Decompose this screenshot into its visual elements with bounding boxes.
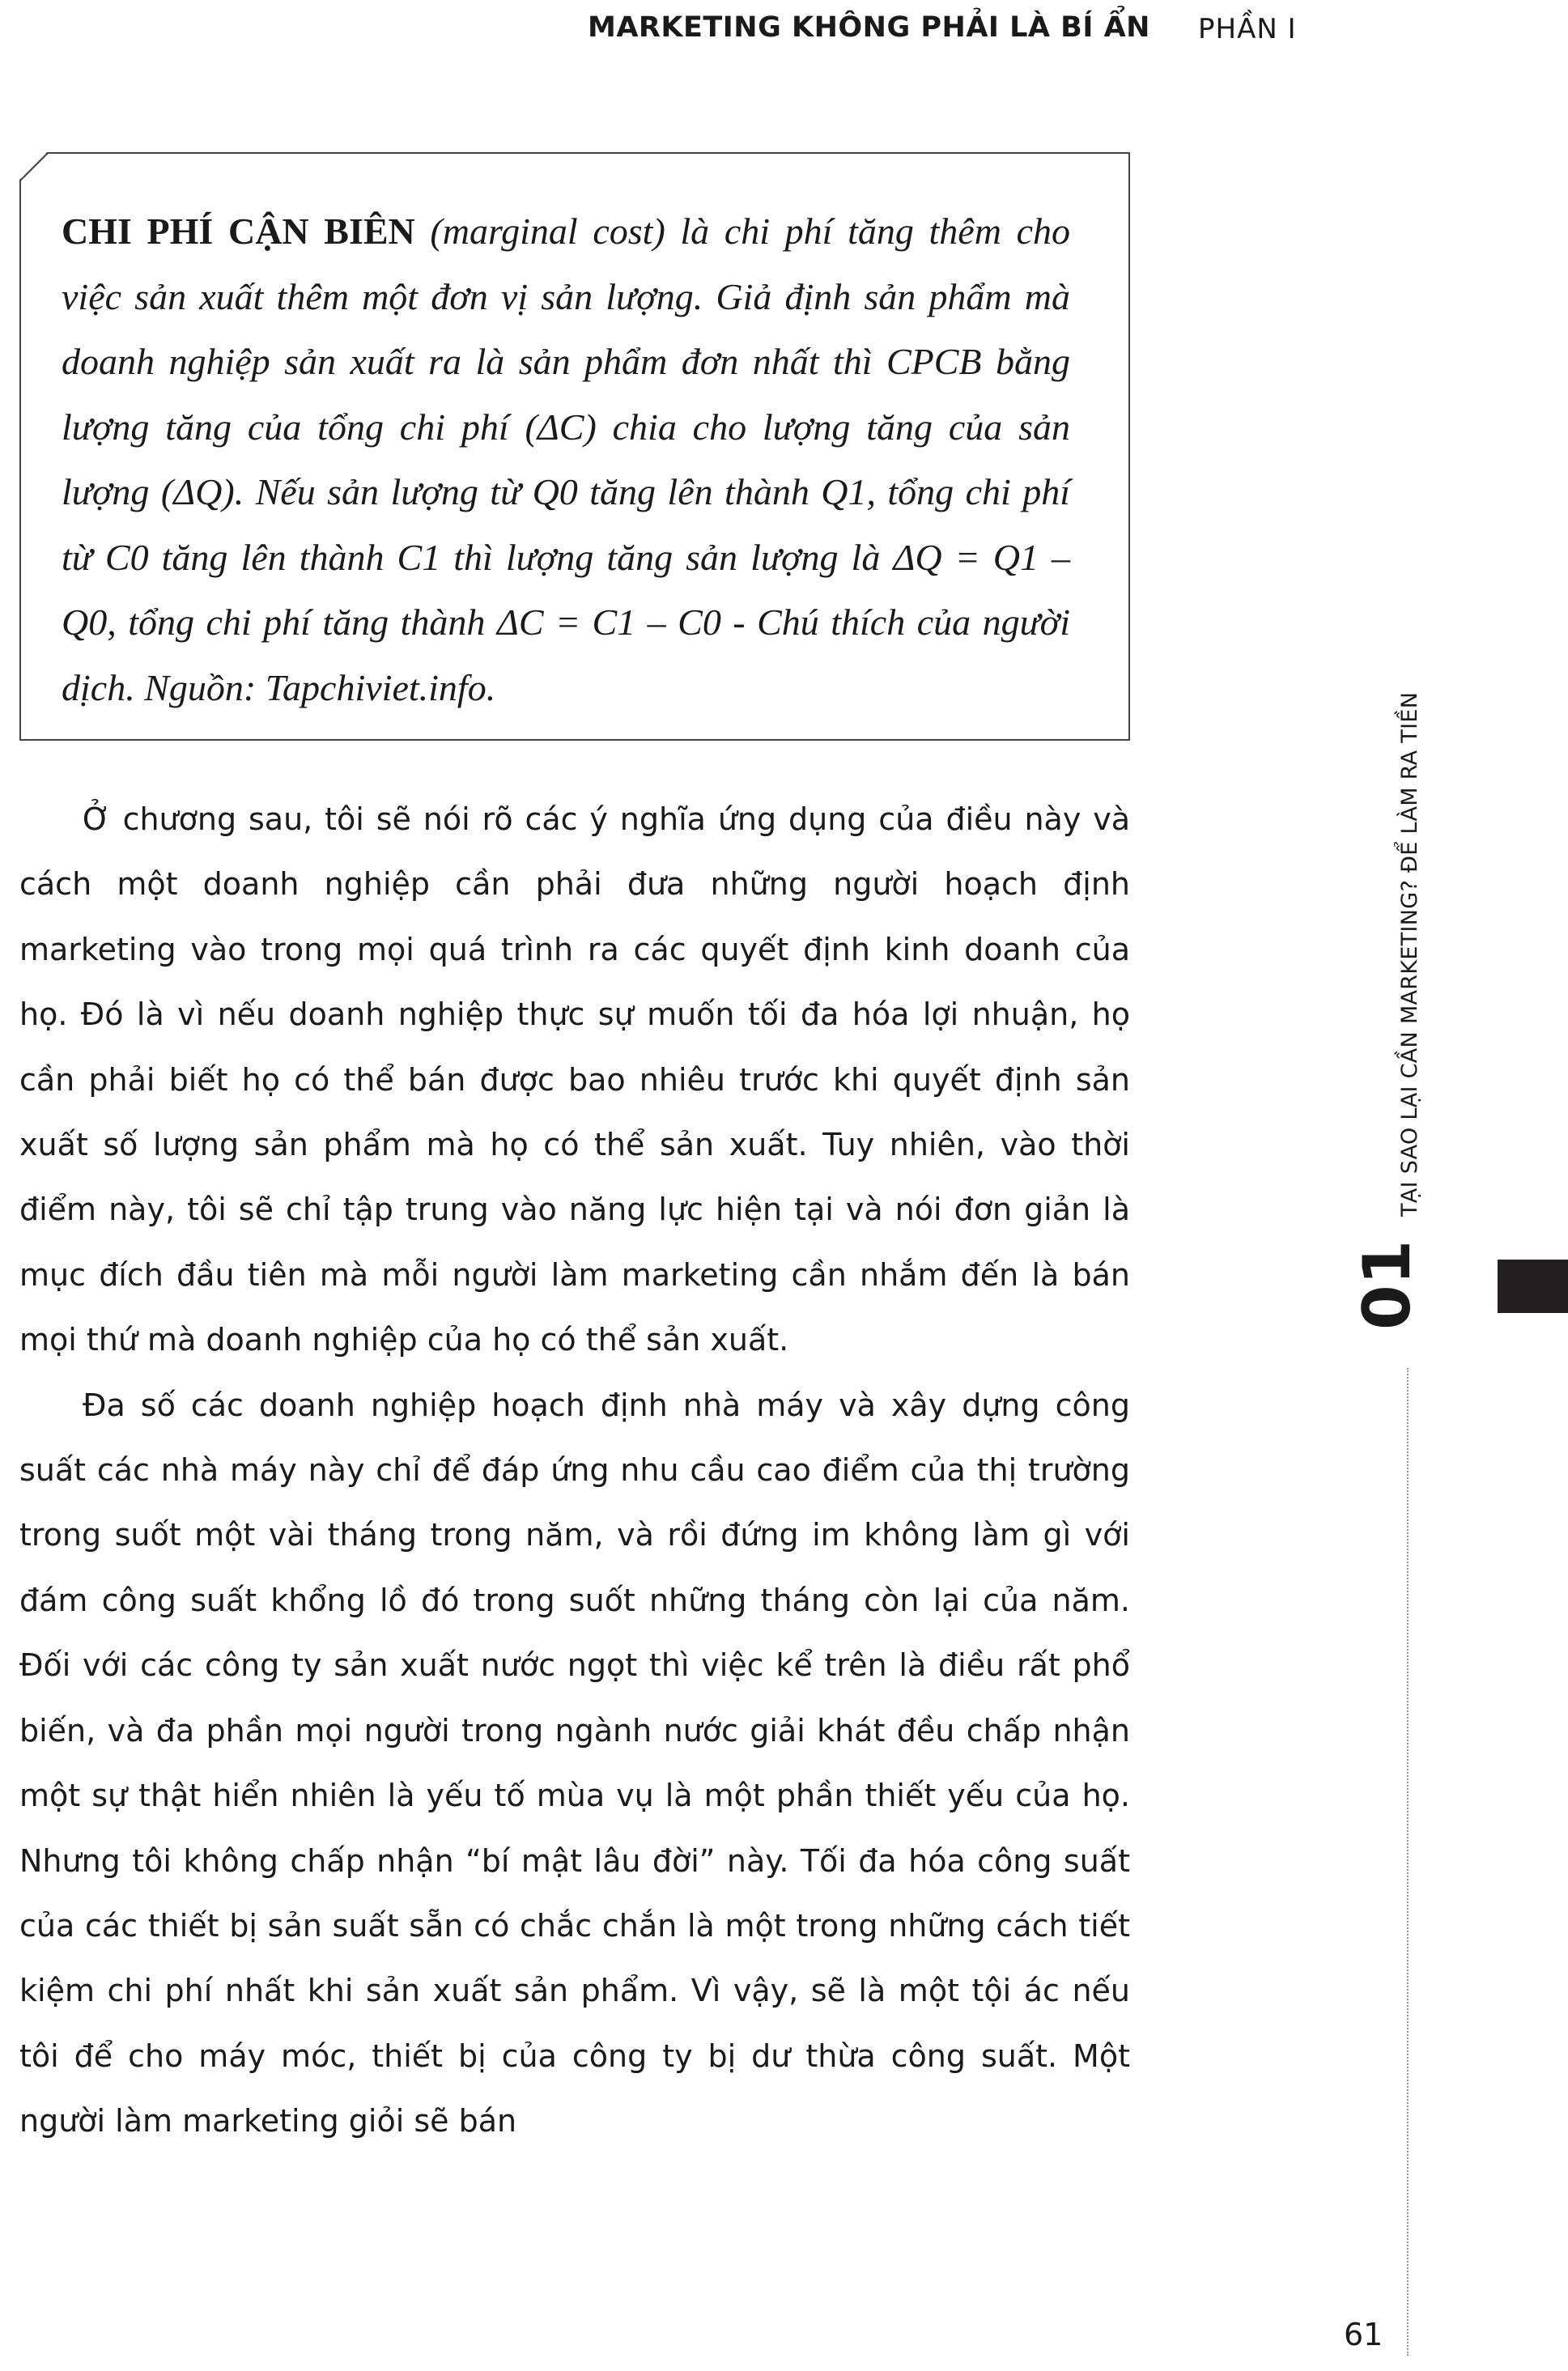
footnote-definition: (marginal cost) là chi phí tăng thêm cho việc sản xuất thêm một đơn vị sản lượng. Giả định sản phẩm mà doanh nghiệp sản xuất ra là sản phẩm đơn nhất thì CPCB bằng lượng tăng của tổng chi phí (ΔC) chia cho lượng tăng của sản lượng (ΔQ). Nếu sản lượng từ Q0 tăng lên thành Q1, tổng chi phí từ C0 tăng lên thành C1 thì lượng tăng sản lượng là ΔQ = Q1 – Q0, tổng chi phí tăng thành ΔC = C1 – C0 - Chú thích của người dịch. Nguồn: Tapchiviet.info. [62, 210, 1070, 708]
footnote-box-corner [19, 152, 58, 191]
running-header-book-title: MARKETING KHÔNG PHẢI LÀ BÍ ẨN [588, 11, 1150, 44]
margin-dotted-rule [1407, 1368, 1409, 2356]
chapter-number: 01 [1349, 1239, 1425, 1330]
footnote-text [62, 199, 1070, 720]
body-text [19, 787, 1130, 2154]
chapter-title-text: TẠI SAO LẠI CẦN MARKETING? ĐỂ LÀM RA TIỀN [1397, 691, 1422, 1217]
running-header-part: PHẦN I [1198, 13, 1297, 45]
body-paragraph-1: Ở chương sau, tôi sẽ nói rõ các ý nghĩa ứng dụng của điều này và cách một doanh nghiệp cần phải đưa những người hoạch định marketing vào trong mọi quá trình ra các quyết định kinh doanh của họ. Đó là vì nếu doanh nghiệp thực sự muốn tối đa hóa lợi nhuận, họ cần phải biết họ có thể bán được bao nhiêu trước khi quyết định sản xuất số lượng sản phẩm mà họ có thể sản xuất. Tuy nhiên, vào thời điểm này, tôi sẽ chỉ tập trung vào năng lực hiện tại và nói đơn giản là mục đích đầu tiên mà mỗi người làm marketing cần nhắm đến là bán mọi thứ mà doanh nghiệp của họ có thể sản xuất. [19, 801, 1130, 1358]
chapter-thumb-tab [1498, 1260, 1568, 1313]
page-number: 61 [1344, 2317, 1383, 2352]
body-paragraph-2: Đa số các doanh nghiệp hoạch định nhà máy và xây dựng công suất các nhà máy này chỉ để đáp ứng nhu cầu cao điểm của thị trường trong suốt một vài tháng trong năm, và rồi đứng im không làm gì với đám công suất khổng lồ đó trong suốt những tháng còn lại của năm. Đối với các công ty sản xuất nước ngọt thì việc kể trên là điều rất phổ biến, và đa phần mọi người trong ngành nước giải khát đều chấp nhận một sự thật hiển nhiên là yếu tố mùa vụ là một phần thiết yếu của họ. Nhưng tôi không chấp nhận “bí mật lâu đời” này. Tối đa hóa công suất của các thiết bị sản suất sẵn có chắc chắn là một trong những cách tiết kiệm chi phí nhất khi sản xuất sản phẩm. Vì vậy, sẽ là một tội ác nếu tôi để cho máy móc, thiết bị của công ty bị dư thừa công suất. Một người làm marketing giỏi sẽ bán [19, 1387, 1130, 2139]
footnote-term: CHI PHÍ CẬN BIÊN [62, 210, 415, 252]
